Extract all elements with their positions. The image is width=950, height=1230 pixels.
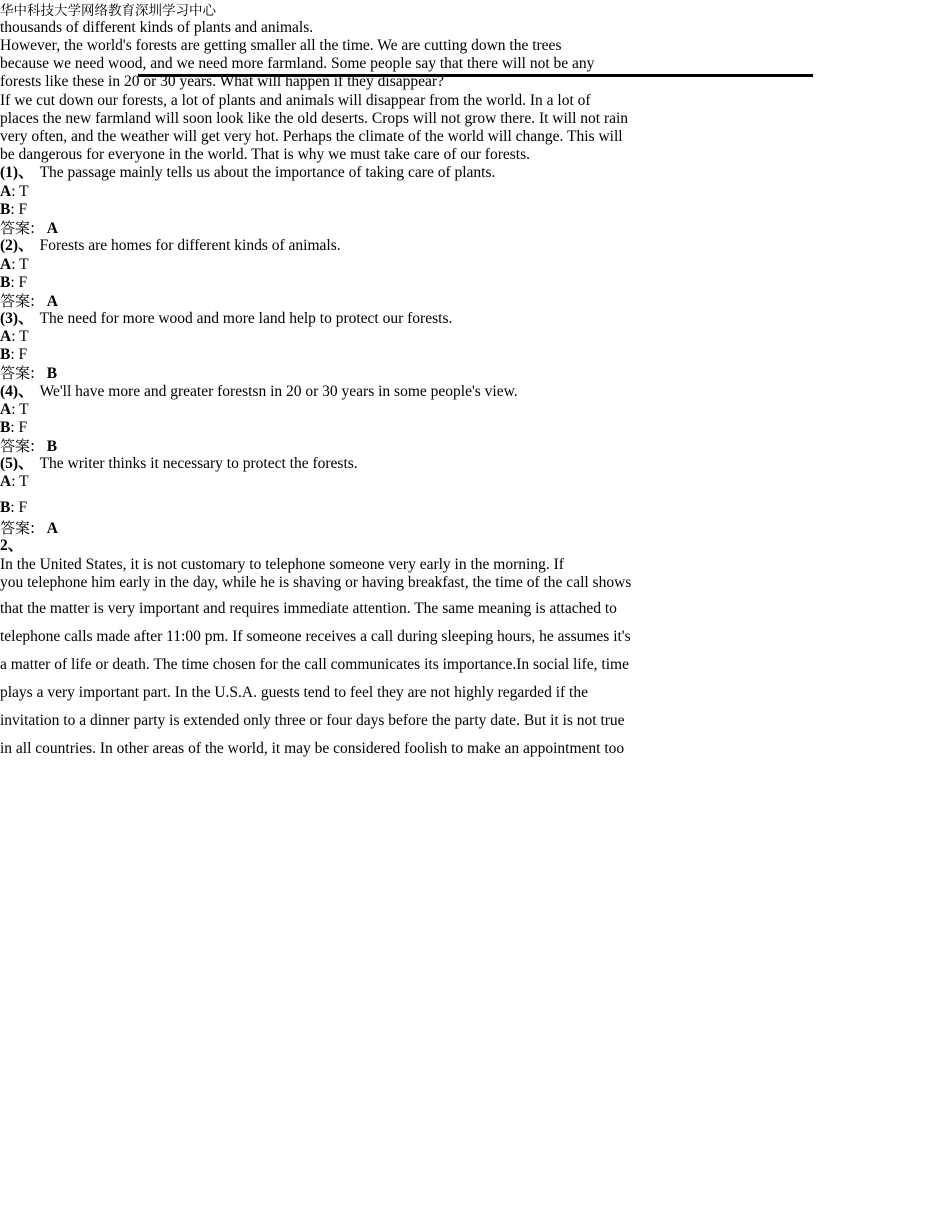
answer-value: A [46,293,58,310]
option-value: T [19,256,29,273]
question-number: (4)、 [0,383,34,400]
passage-line: invitation to a dinner party is extended only three or four days before the party date. But it is not true [0,712,625,729]
question-number: (5)、 [0,455,34,472]
option-a: A: T [0,256,29,273]
section-number: 2、 [0,537,24,554]
option-key: A [0,473,12,490]
passage-line: very often, and the weather will get very hot. Perhaps the climate of the world will change. This will [0,128,623,145]
passage-line: a matter of life or death. The time chosen for the call communicates its importance.In social life, time [0,656,629,673]
question-text: The passage mainly tells us about the importance of taking care of plants. [39,164,496,181]
passage-line: that the matter is very important and requires immediate attention. The same meaning is attached to [0,600,617,617]
option-value: F [18,346,28,363]
option-key: B [0,346,11,363]
answer-value: B [46,365,58,382]
option-value: T [19,401,29,418]
option-b: B: F [0,499,28,516]
option-key: A [0,328,12,345]
answer-line [0,437,57,456]
option-key: A [0,401,12,418]
option-b: B: F [0,419,28,436]
question-3 [0,310,452,328]
question-text: Forests are homes for different kinds of animals. [39,237,341,254]
question-1 [0,164,495,182]
option-b: B: F [0,346,28,363]
option-value: T [19,473,29,490]
option-value: F [18,274,28,291]
answer-value: A [46,220,58,237]
option-a: A: T [0,328,29,345]
answer-line [0,364,57,383]
option-key: B [0,499,11,516]
option-a: A: T [0,473,29,490]
question-number: (1)、 [0,164,34,181]
option-a: A: T [0,183,29,200]
passage-line: because we need wood, and we need more farmland. Some people say that there will not be any [0,55,595,72]
option-key: B [0,201,11,218]
answer-label: 答案: [0,219,36,237]
answer-label: 答案: [0,364,36,382]
answer-line [0,219,58,238]
answer-label: 答案: [0,519,36,537]
option-value: F [18,201,28,218]
question-text: We'll have more and greater forestsn in 20 or 30 years in some people's view. [39,383,518,400]
question-number: (2)、 [0,237,34,254]
passage-line: you telephone him early in the day, while he is shaving or having breakfast, the time of the call shows [0,574,632,591]
option-key: A [0,183,12,200]
option-value: T [19,183,29,200]
option-key: A [0,256,12,273]
option-value: F [18,419,28,436]
passage-line: places the new farmland will soon look like the old deserts. Crops will not grow there. It will not rain [0,110,629,127]
answer-label: 答案: [0,437,36,455]
question-number: (3)、 [0,310,34,327]
option-b: B: F [0,201,28,218]
answer-line [0,292,58,311]
passage-line: be dangerous for everyone in the world. That is why we must take care of our forests. [0,146,530,163]
question-text: The writer thinks it necessary to protect the forests. [39,455,358,472]
option-key: B [0,419,11,436]
passage-line: telephone calls made after 11:00 pm. If someone receives a call during sleeping hours, he assumes it's [0,628,631,645]
option-key: B [0,274,11,291]
answer-value: B [46,438,58,455]
option-b: B: F [0,274,28,291]
passage-line: If we cut down our forests, a lot of plants and animals will disappear from the world. In a lot of [0,92,591,109]
passage-line: In the United States, it is not customary to telephone someone very early in the morning. If [0,556,564,573]
page-header: 华中科技大学网络教育深圳学习中心 [0,3,216,19]
question-2 [0,237,341,255]
answer-label: 答案: [0,292,36,310]
answer-line [0,519,58,538]
question-5 [0,455,358,473]
question-text: The need for more wood and more land help to protect our forests. [39,310,453,327]
passage-line: thousands of different kinds of plants and animals. [0,19,314,36]
passage-line: plays a very important part. In the U.S.A. guests tend to feel they are not highly regarded if the [0,684,588,701]
option-value: F [18,499,28,516]
passage-line: in all countries. In other areas of the world, it may be considered foolish to make an appointment too [0,740,625,757]
passage-line: forests like these in 20 or 30 years. What will happen if they disappear? [0,73,444,90]
question-4 [0,383,518,401]
option-a: A: T [0,401,29,418]
option-value: T [19,328,29,345]
passage-line: However, the world's forests are getting smaller all the time. We are cutting down the trees [0,37,562,54]
answer-value: A [46,520,58,537]
